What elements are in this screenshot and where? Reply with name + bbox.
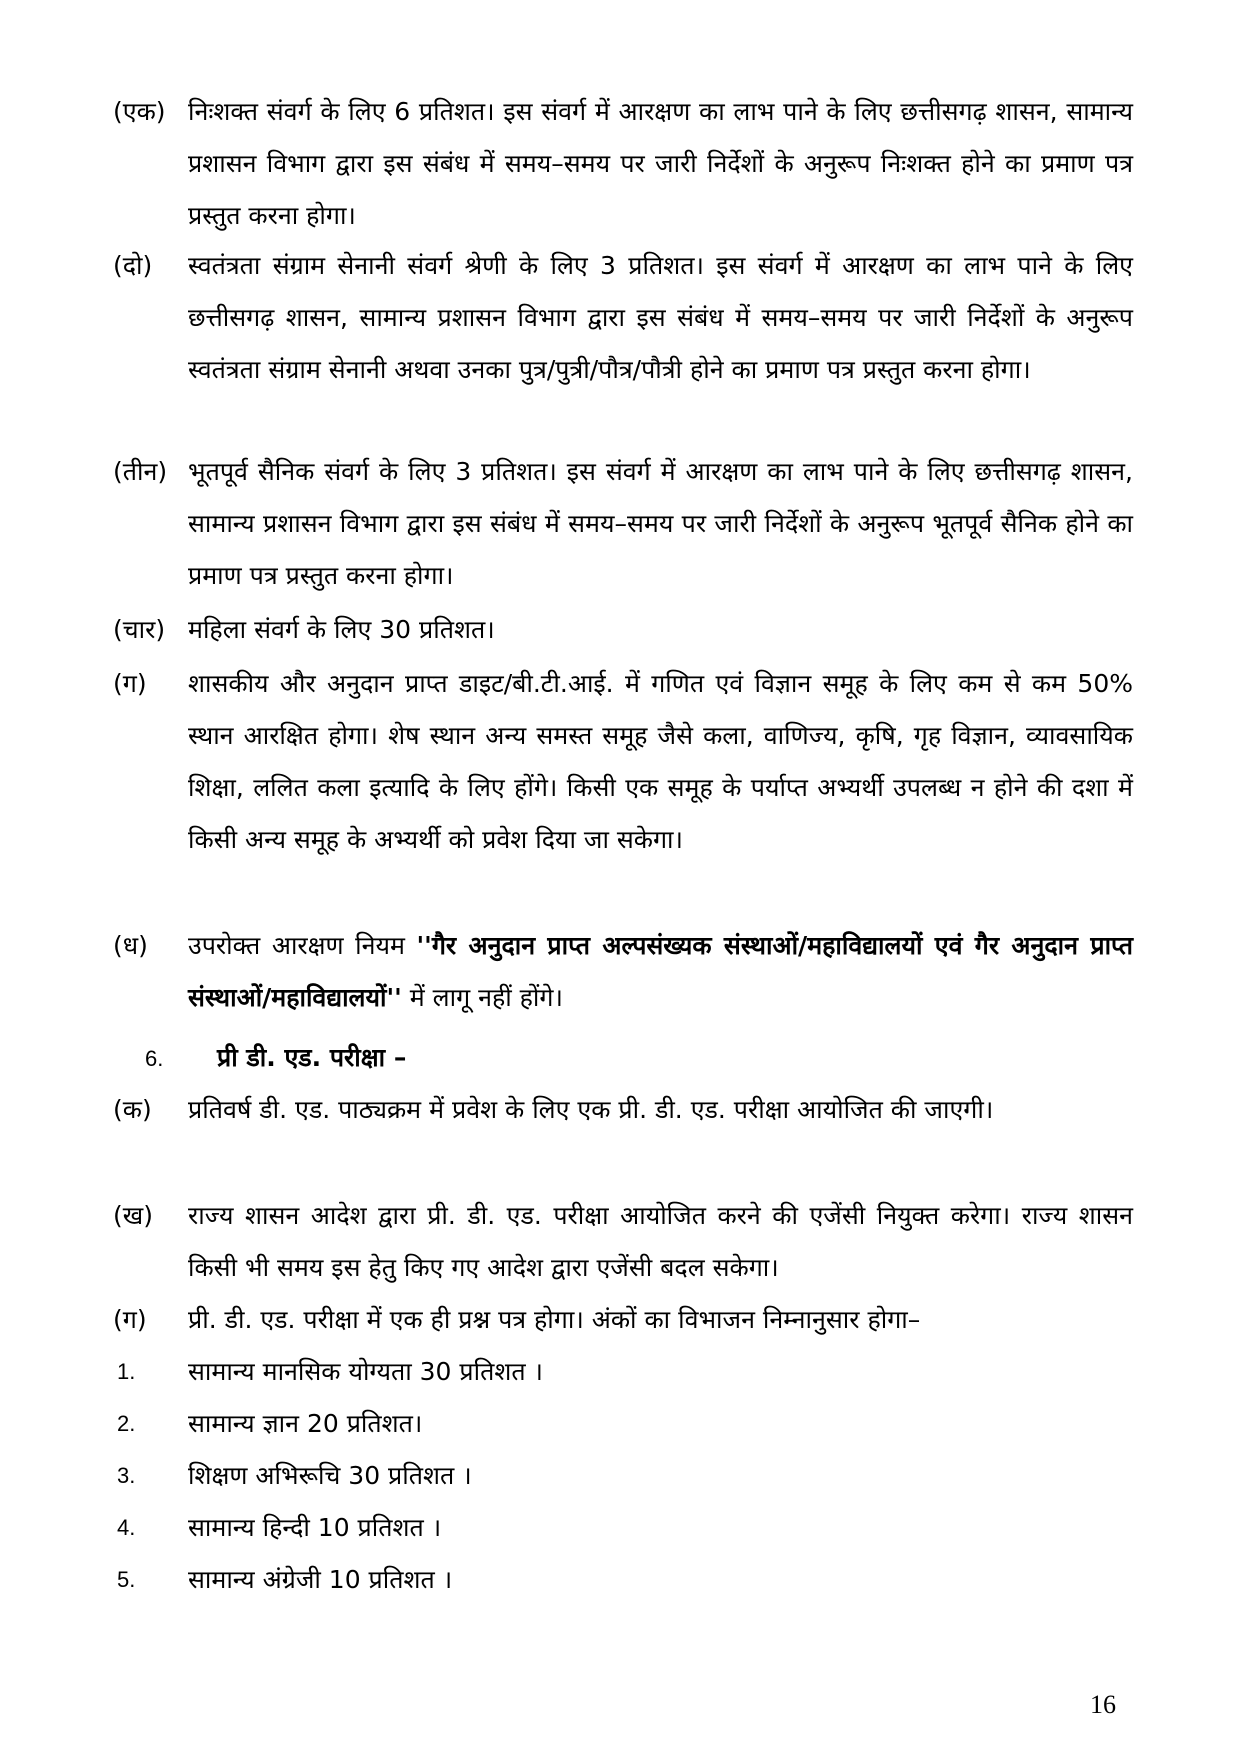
marks-list-item xyxy=(113,1450,1133,1502)
item-text: सामान्य ज्ञान 20 प्रतिशत। xyxy=(188,1409,423,1438)
list-item xyxy=(113,446,1133,602)
item-number: 5. xyxy=(117,1567,136,1592)
marks-list-item xyxy=(113,1346,1133,1398)
item-marker: (चार) xyxy=(113,615,166,644)
list-item xyxy=(113,1190,1133,1294)
item-number: 3. xyxy=(117,1463,136,1488)
marks-list-item xyxy=(113,1554,1133,1606)
list-item xyxy=(113,86,1133,242)
item-text: राज्य शासन आदेश द्वारा प्री. डी. एड. परीक्षा आयोजित करने की एजेंसी नियुक्त करेगा। राज्य शासन किसी भी समय इस हेतु किए गए आदेश द्वारा एजेंसी बदल सकेगा। xyxy=(188,1201,1133,1282)
list-item xyxy=(113,920,1133,1024)
item-marker: (ख) xyxy=(113,1201,153,1230)
item-text: प्री. डी. एड. परीक्षा में एक ही प्रश्न पत्र होगा। अंकों का विभाजन निम्नानुसार होगा– xyxy=(188,1305,921,1334)
item-number: 2. xyxy=(117,1411,136,1436)
item-text: शिक्षण अभिरूचि 30 प्रतिशत । xyxy=(188,1461,472,1490)
item-text-plain: में लागू नहीं होंगे। xyxy=(401,983,563,1012)
item-text xyxy=(188,920,1133,1024)
item-text-plain: उपरोक्त आरक्षण नियम xyxy=(188,931,417,960)
item-text: शासकीय और अनुदान प्राप्त डाइट/बी.टी.आई. में गणित एवं विज्ञान समूह के लिए कम से कम 50% स्थान आरक्षित होगा। शेष स्थान अन्य समस्त समूह जैसे कला, वाणिज्य, कृषि, गृह विज्ञान, व्यावसायिक शिक्षा, ललित कला इत्यादि के लिए होंगे। किसी एक समूह के पर्याप्त अभ्यर्थी उपलब्ध न होने की दशा में किसी अन्य समूह के अभ्यर्थी को प्रवेश दिया जा सकेगा। xyxy=(188,669,1133,854)
item-marker: (दो) xyxy=(113,251,153,280)
item-number: 4. xyxy=(117,1515,136,1540)
item-text: सामान्य अंग्रेजी 10 प्रतिशत । xyxy=(188,1565,453,1594)
list-item xyxy=(113,604,1133,656)
item-marker: (ग) xyxy=(113,1305,147,1334)
item-marker: (क) xyxy=(113,1095,152,1124)
section-heading xyxy=(145,1032,1045,1085)
section-title: प्री डी. एड. परीक्षा – xyxy=(217,1043,407,1072)
item-text: सामान्य मानसिक योग्यता 30 प्रतिशत । xyxy=(188,1357,543,1386)
item-text: स्वतंत्रता संग्राम सेनानी संवर्ग श्रेणी के लिए 3 प्रतिशत। इस संवर्ग में आरक्षण का लाभ पाने के लिए छत्तीसगढ़ शासन, सामान्य प्रशासन विभाग द्वारा इस संबंध में समय–समय पर जारी निर्देशों के अनुरूप स्वतंत्रता संग्राम सेनानी अथवा उनका पुत्र/पुत्री/पौत्र/पौत्री होने का प्रमाण पत्र प्रस्तुत करना होगा। xyxy=(188,251,1133,384)
item-marker: (ग) xyxy=(113,669,147,698)
section-number: 6. xyxy=(145,1046,164,1071)
page-number: 16 xyxy=(1090,1690,1116,1719)
marks-list-item xyxy=(113,1398,1133,1450)
list-item xyxy=(113,1294,1133,1346)
item-text-bold: ''गैर अनुदान प्राप्त अल्पसंख्यक संस्थाओं/महाविद्यालयों एवं गैर अनुदान प्राप्त संस्थाओं/महाविद्यालयों'' xyxy=(188,931,1133,1012)
list-item xyxy=(113,1084,1133,1136)
item-text: प्रतिवर्ष डी. एड. पाठ्यक्रम में प्रवेश के लिए एक प्री. डी. एड. परीक्षा आयोजित की जाएगी। xyxy=(188,1095,994,1124)
item-marker: (एक) xyxy=(113,97,166,126)
marks-list-item xyxy=(113,1502,1133,1554)
item-text: निःशक्त संवर्ग के लिए 6 प्रतिशत। इस संवर्ग में आरक्षण का लाभ पाने के लिए छत्तीसगढ़ शासन, सामान्य प्रशासन विभाग द्वारा इस संबंध में समय–समय पर जारी निर्देशों के अनुरूप निःशक्त होने का प्रमाण पत्र प्रस्तुत करना होगा। xyxy=(188,97,1133,230)
list-item xyxy=(113,658,1133,866)
item-text: सामान्य हिन्दी 10 प्रतिशत । xyxy=(188,1513,442,1542)
item-number: 1. xyxy=(117,1359,136,1384)
list-item xyxy=(113,240,1133,396)
item-text: भूतपूर्व सैनिक संवर्ग के लिए 3 प्रतिशत। इस संवर्ग में आरक्षण का लाभ पाने के लिए छत्तीसगढ़ शासन, सामान्य प्रशासन विभाग द्वारा इस संबंध में समय–समय पर जारी निर्देशों के अनुरूप भूतपूर्व सैनिक होने का प्रमाण पत्र प्रस्तुत करना होगा। xyxy=(188,457,1133,590)
item-marker: (ध) xyxy=(113,931,148,960)
item-text: महिला संवर्ग के लिए 30 प्रतिशत। xyxy=(188,615,495,644)
item-marker: (तीन) xyxy=(113,457,168,486)
